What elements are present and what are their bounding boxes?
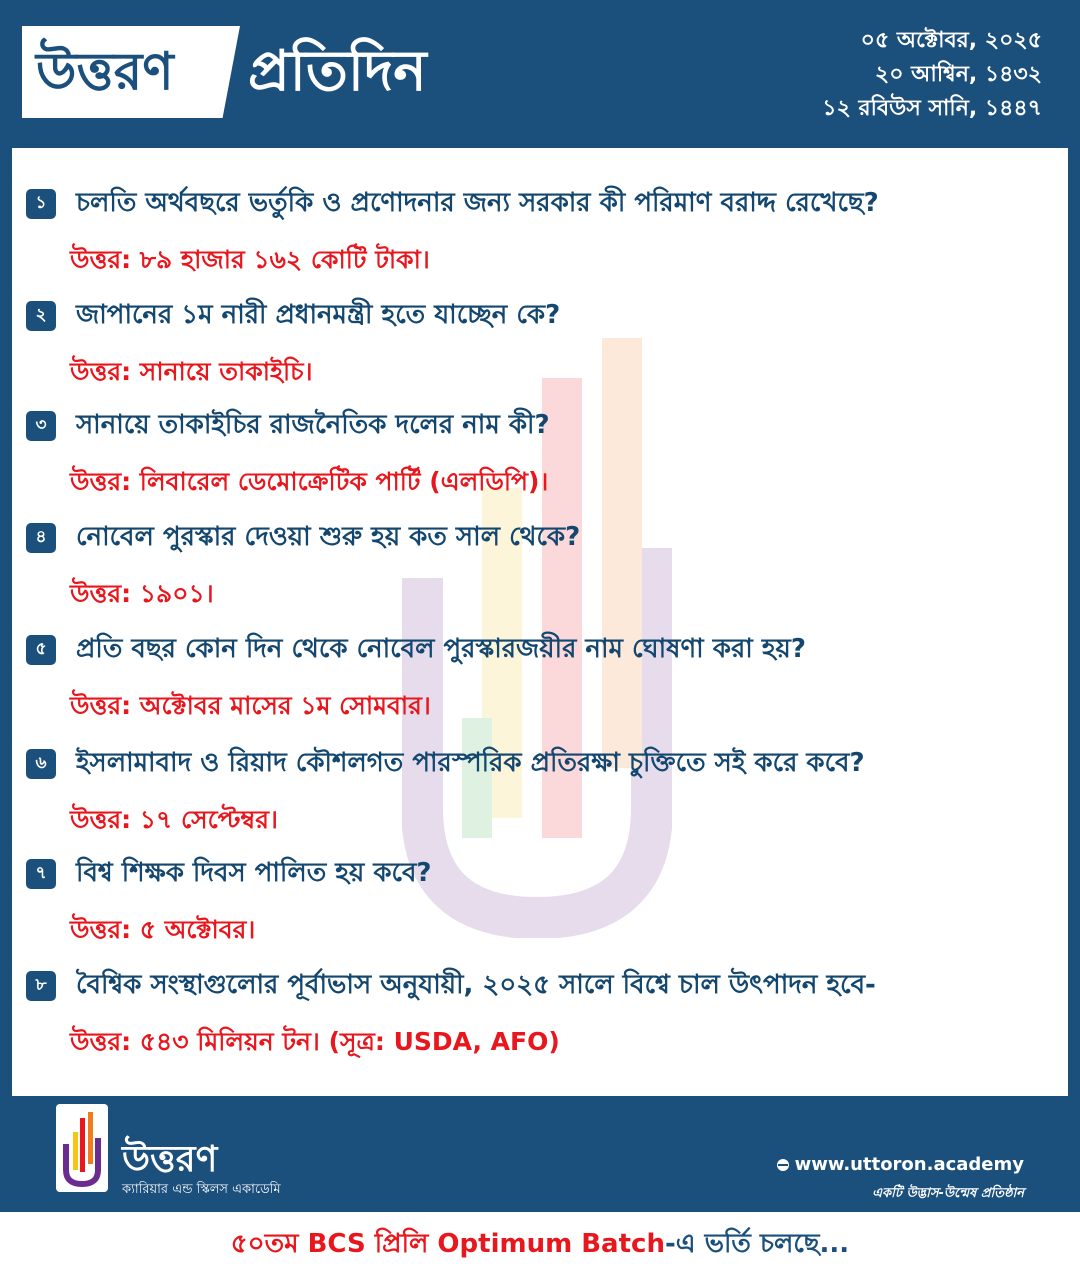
globe-icon: [777, 1159, 789, 1171]
date-hijri: ১২ রবিউস সানি, ১৪৪৭: [822, 96, 1042, 121]
qa-content: [12, 148, 1068, 1096]
question-number-badge: ৫: [26, 635, 56, 665]
question-text: নোবেল পুরস্কার দেওয়া শুরু হয় কত সাল থেকে?: [76, 522, 581, 552]
brand-title-right: প্রতিদিন: [248, 39, 427, 104]
dates-block: [822, 24, 1042, 126]
footer-logo-subtitle: ক্যারিয়ার এন্ড স্কিলস একাডেমি: [122, 1182, 281, 1197]
question-number-badge: ৬: [26, 749, 56, 779]
footer-tagline: একটি উদ্ভাস-উন্মেষ প্রতিষ্ঠান: [872, 1186, 1024, 1201]
question-text: জাপানের ১ম নারী প্রধানমন্ত্রী হতে যাচ্ছেন কে?: [76, 300, 561, 330]
footer: [0, 1096, 1080, 1212]
answer-text: উত্তর: অক্টোবর মাসের ১ম সোমবার।: [70, 691, 431, 720]
answer-text: উত্তর: ৮৯ হাজার ১৬২ কোটি টাকা।: [70, 245, 430, 274]
header: [0, 0, 1080, 148]
question-number-badge: ২: [26, 301, 56, 331]
uttoron-logo-icon: [56, 1104, 108, 1192]
answer-text: উত্তর: সানায়ে তাকাইচি।: [70, 357, 313, 386]
answer-text: উত্তর: লিবারেল ডেমোক্রেটিক পার্টি (এলডিপি)।: [70, 467, 549, 496]
question-text: ইসলামাবাদ ও রিয়াদ কৌশলগত পারস্পরিক প্রতিরক্ষা চুক্তিতে সই করে কবে?: [76, 748, 865, 778]
admission-banner: [0, 1212, 1080, 1278]
answer-text: উত্তর: ১৯০১।: [70, 579, 214, 608]
question-number-badge: ৮: [26, 971, 56, 1001]
question-text: বিশ্ব শিক্ষক দিবস পালিত হয় কবে?: [76, 858, 432, 888]
answer-text: উত্তর: ১৭ সেপ্টেম্বর।: [70, 805, 278, 834]
banner-admission-text: -এ ভর্তি চলছে...: [664, 1229, 850, 1259]
question-text: বৈশ্বিক সংস্থাগুলোর পূর্বাভাস অনুযায়ী, ২০২৫ সালে বিশ্বে চাল উৎপাদন হবে-: [76, 970, 876, 1000]
question-text: সানায়ে তাকাইচির রাজনৈতিক দলের নাম কী?: [76, 410, 550, 440]
question-number-badge: ১: [26, 189, 56, 219]
brand-title-left: উত্তরণ: [36, 42, 174, 102]
footer-logo-name: উত্তরণ: [122, 1139, 218, 1180]
answer-text: উত্তর: ৫৪৩ মিলিয়ন টন। (সূত্র: USDA, AFO): [70, 1027, 560, 1056]
date-bangla: ২০ আশ্বিন, ১৪৩২: [874, 62, 1042, 87]
date-gregorian: ০৫ অক্টোবর, ২০২৫: [860, 28, 1042, 53]
website-link[interactable]: [777, 1154, 1024, 1175]
banner-batch-text: ৫০তম BCS প্রিলি Optimum Batch: [230, 1229, 665, 1259]
question-text: চলতি অর্থবছরে ভর্তুকি ও প্রণোদনার জন্য সরকার কী পরিমাণ বরাদ্দ রেখেছে?: [76, 188, 879, 218]
question-text: প্রতি বছর কোন দিন থেকে নোবেল পুরস্কারজয়ীর নাম ঘোষণা করা হয়?: [76, 634, 806, 664]
answer-text: উত্তর: ৫ অক্টোবর।: [70, 915, 256, 944]
question-number-badge: ৩: [26, 411, 56, 441]
question-number-badge: ৪: [26, 523, 56, 553]
question-number-badge: ৭: [26, 859, 56, 889]
website-text: www.uttoron.academy: [794, 1154, 1024, 1175]
